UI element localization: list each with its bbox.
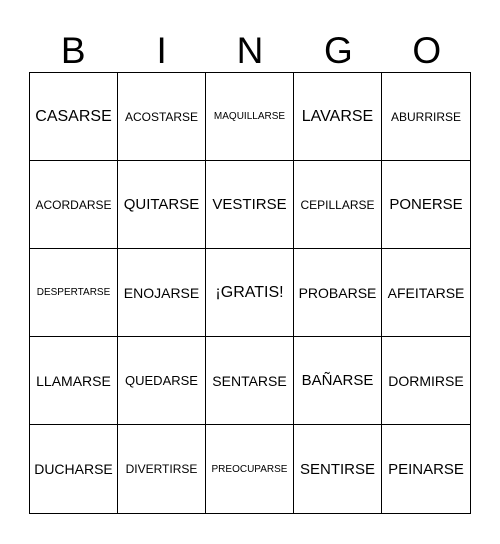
bingo-cell: DUCHARSE <box>30 425 118 513</box>
bingo-cell: SENTIRSE <box>294 425 382 513</box>
bingo-cell: DESPERTARSE <box>30 249 118 337</box>
bingo-cell: SENTARSE <box>206 337 294 425</box>
bingo-cell: QUITARSE <box>118 161 206 249</box>
bingo-cell: CEPILLARSE <box>294 161 382 249</box>
bingo-cell: PONERSE <box>382 161 470 249</box>
header-letter-g: G <box>324 29 353 71</box>
bingo-cell: QUEDARSE <box>118 337 206 425</box>
bingo-board <box>29 72 471 514</box>
bingo-cell: ABURRIRSE <box>382 73 470 161</box>
bingo-cell: VESTIRSE <box>206 161 294 249</box>
bingo-cell: BAÑARSE <box>294 337 382 425</box>
bingo-cell: LAVARSE <box>294 73 382 161</box>
bingo-cell: PROBARSE <box>294 249 382 337</box>
bingo-cell: ACORDARSE <box>30 161 118 249</box>
bingo-cell: ACOSTARSE <box>118 73 206 161</box>
bingo-cell: CASARSE <box>30 73 118 161</box>
header-letter-n: N <box>236 29 264 71</box>
bingo-cell: DIVERTIRSE <box>118 425 206 513</box>
bingo-cell: DORMIRSE <box>382 337 470 425</box>
bingo-cell: PREOCUPARSE <box>206 425 294 513</box>
bingo-cell: LLAMARSE <box>30 337 118 425</box>
bingo-cell: AFEITARSE <box>382 249 470 337</box>
bingo-cell: ENOJARSE <box>118 249 206 337</box>
header-letter-i: I <box>156 29 167 71</box>
free-space-cell: ¡GRATIS! <box>206 249 294 337</box>
header-letter-b: B <box>60 29 86 71</box>
bingo-header <box>29 28 471 72</box>
bingo-cell: PEINARSE <box>388 460 464 478</box>
header-letter-o: O <box>412 29 442 71</box>
bingo-cell: MAQUILLARSE <box>206 73 294 161</box>
